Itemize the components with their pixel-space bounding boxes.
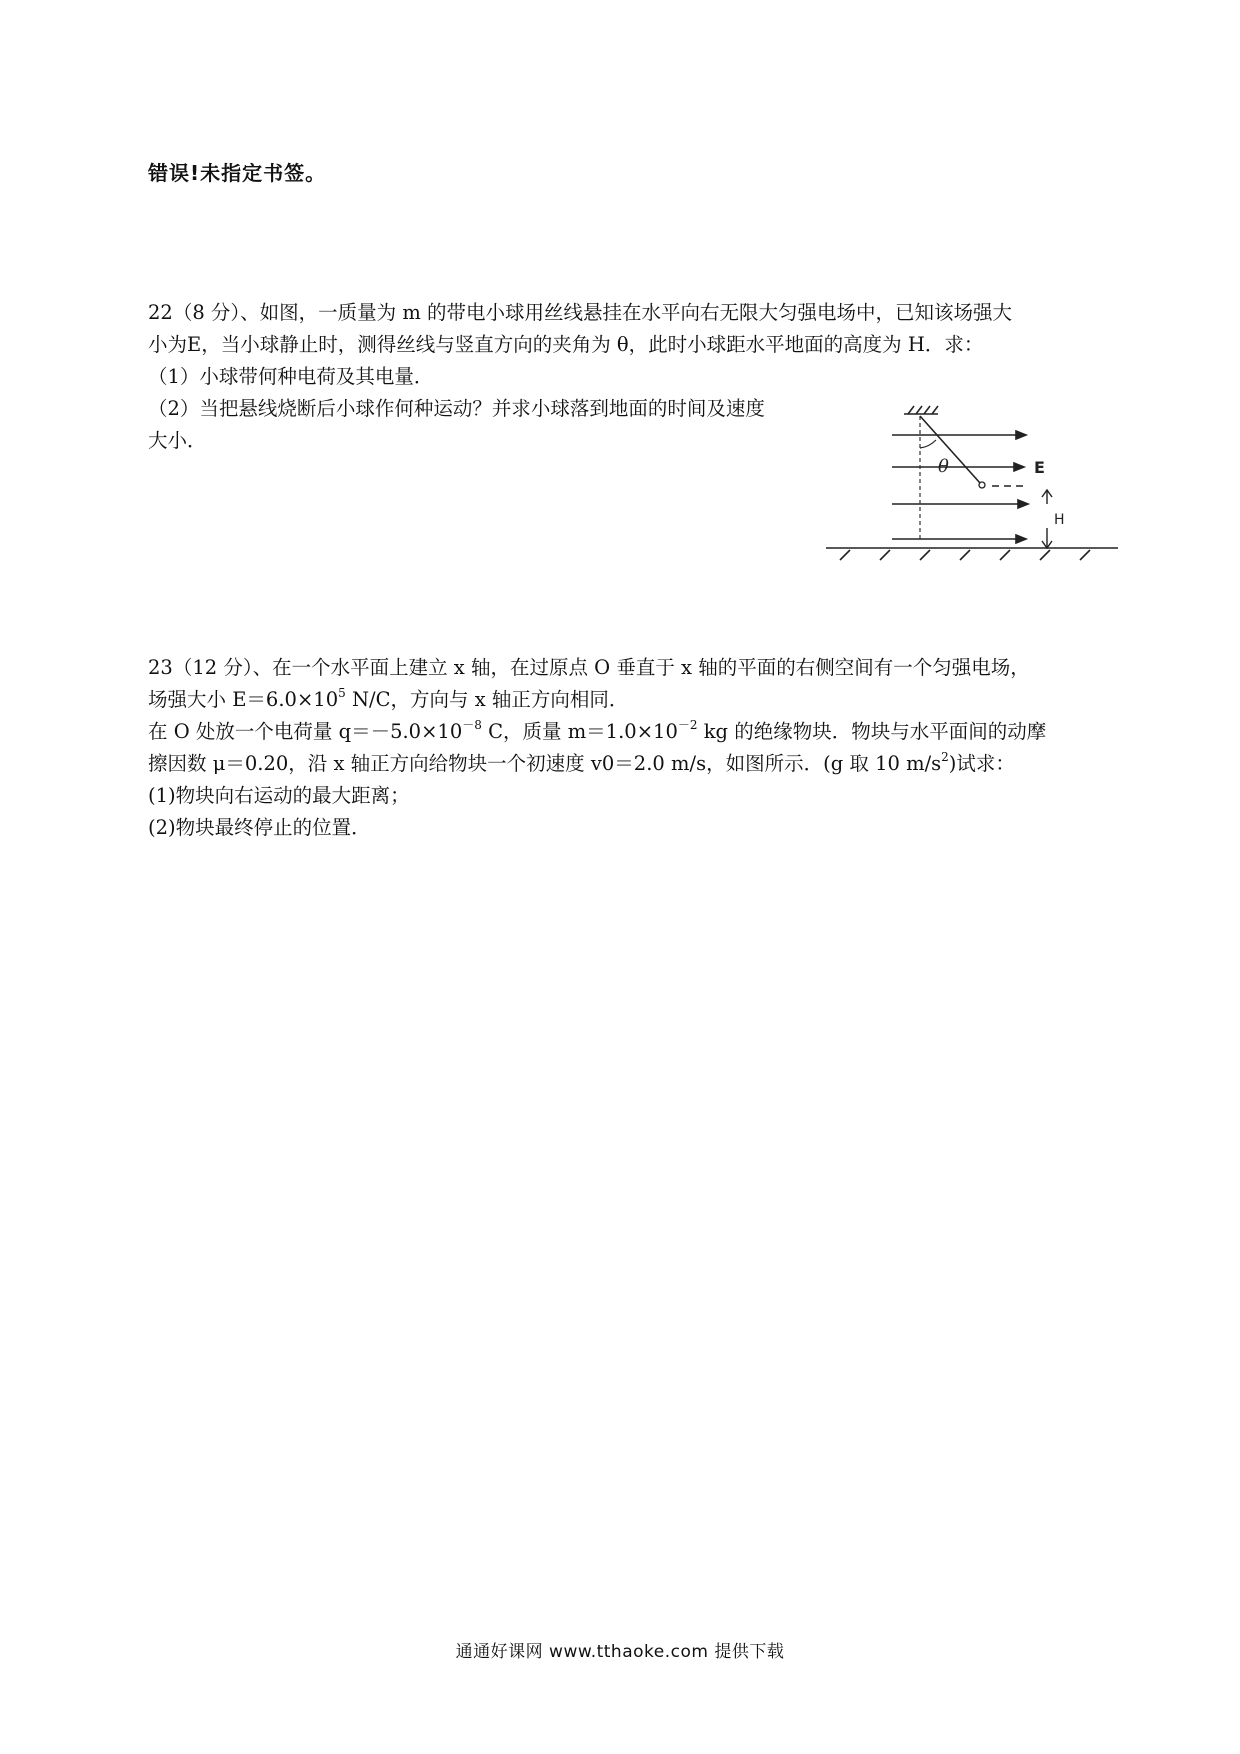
question-23 (148, 652, 1108, 844)
q22-line-1: 22（8 分）、如图，一质量为 m 的带电小球用丝线悬挂在水平向右无限大匀强电场中，已知该场强大 (148, 301, 1013, 324)
ground (826, 548, 1118, 560)
q23-exponent: －2 (677, 717, 698, 732)
q23-line-3-text: 在 O 处放一个电荷量 q＝－5.0×10 (148, 720, 463, 743)
q23-line-2 (148, 684, 1108, 716)
string (920, 416, 980, 483)
q23-line-3-text: kg 的绝缘物块．物块与水平面间的动摩 (697, 720, 1047, 743)
q23-exponent: －8 (462, 717, 482, 732)
angle-arc (920, 440, 936, 448)
q23-part-2: (2)物块最终停止的位置． (148, 816, 371, 839)
q23-line-1: 23（12 分）、在一个水平面上建立 x 轴，在过原点 O 垂直于 x 轴的平面的右侧空间有一个匀强电场， (148, 656, 1030, 679)
q23-line-4 (148, 748, 1108, 780)
charged-ball (979, 482, 985, 488)
footer-source: 通通好课网 www.tthaoke.com 提供下载 (455, 1642, 785, 1662)
q23-exponent: 5 (338, 685, 346, 700)
q22-part-2-cont: 大小． (148, 429, 207, 452)
field-lines (892, 431, 1028, 543)
q23-line-3-text: C，质量 m＝1.0×10 (481, 720, 678, 743)
bookmark-error-text: 错误!未指定书签。 (148, 161, 327, 185)
q23-line-2-text: N/C，方向与 x 轴正方向相同． (345, 688, 629, 711)
q23-part-1: (1)物块向右运动的最大距离； (148, 784, 410, 807)
height-label: H (1054, 512, 1065, 528)
pendulum-field-diagram (826, 400, 1118, 575)
q23-line-4-text: 擦因数 μ＝0.20，沿 x 轴正方向给物块一个初速度 v0＝2.0 m/s，如图所示．(g 取 10 m/s (148, 752, 942, 775)
height-arrows (1042, 490, 1052, 548)
q23-line-3 (148, 716, 1108, 748)
field-label: E (1034, 458, 1045, 477)
q22-part-1: （1）小球带何种电荷及其电量． (148, 365, 434, 388)
q22-line-2: 小为E，当小球静止时，测得丝线与竖直方向的夹角为 θ，此时小球距水平地面的高度为 H．求： (148, 333, 984, 356)
ceiling-support (904, 406, 938, 414)
q23-line-4-text: )试求： (948, 752, 1015, 775)
q23-exponent: 2 (941, 749, 949, 764)
angle-label: θ (938, 456, 949, 477)
q22-part-2: （2）当把悬线烧断后小球作何种运动？并求小球落到地面的时间及速度 (148, 397, 765, 420)
q23-line-2-text: 场强大小 E＝6.0×10 (148, 688, 339, 711)
